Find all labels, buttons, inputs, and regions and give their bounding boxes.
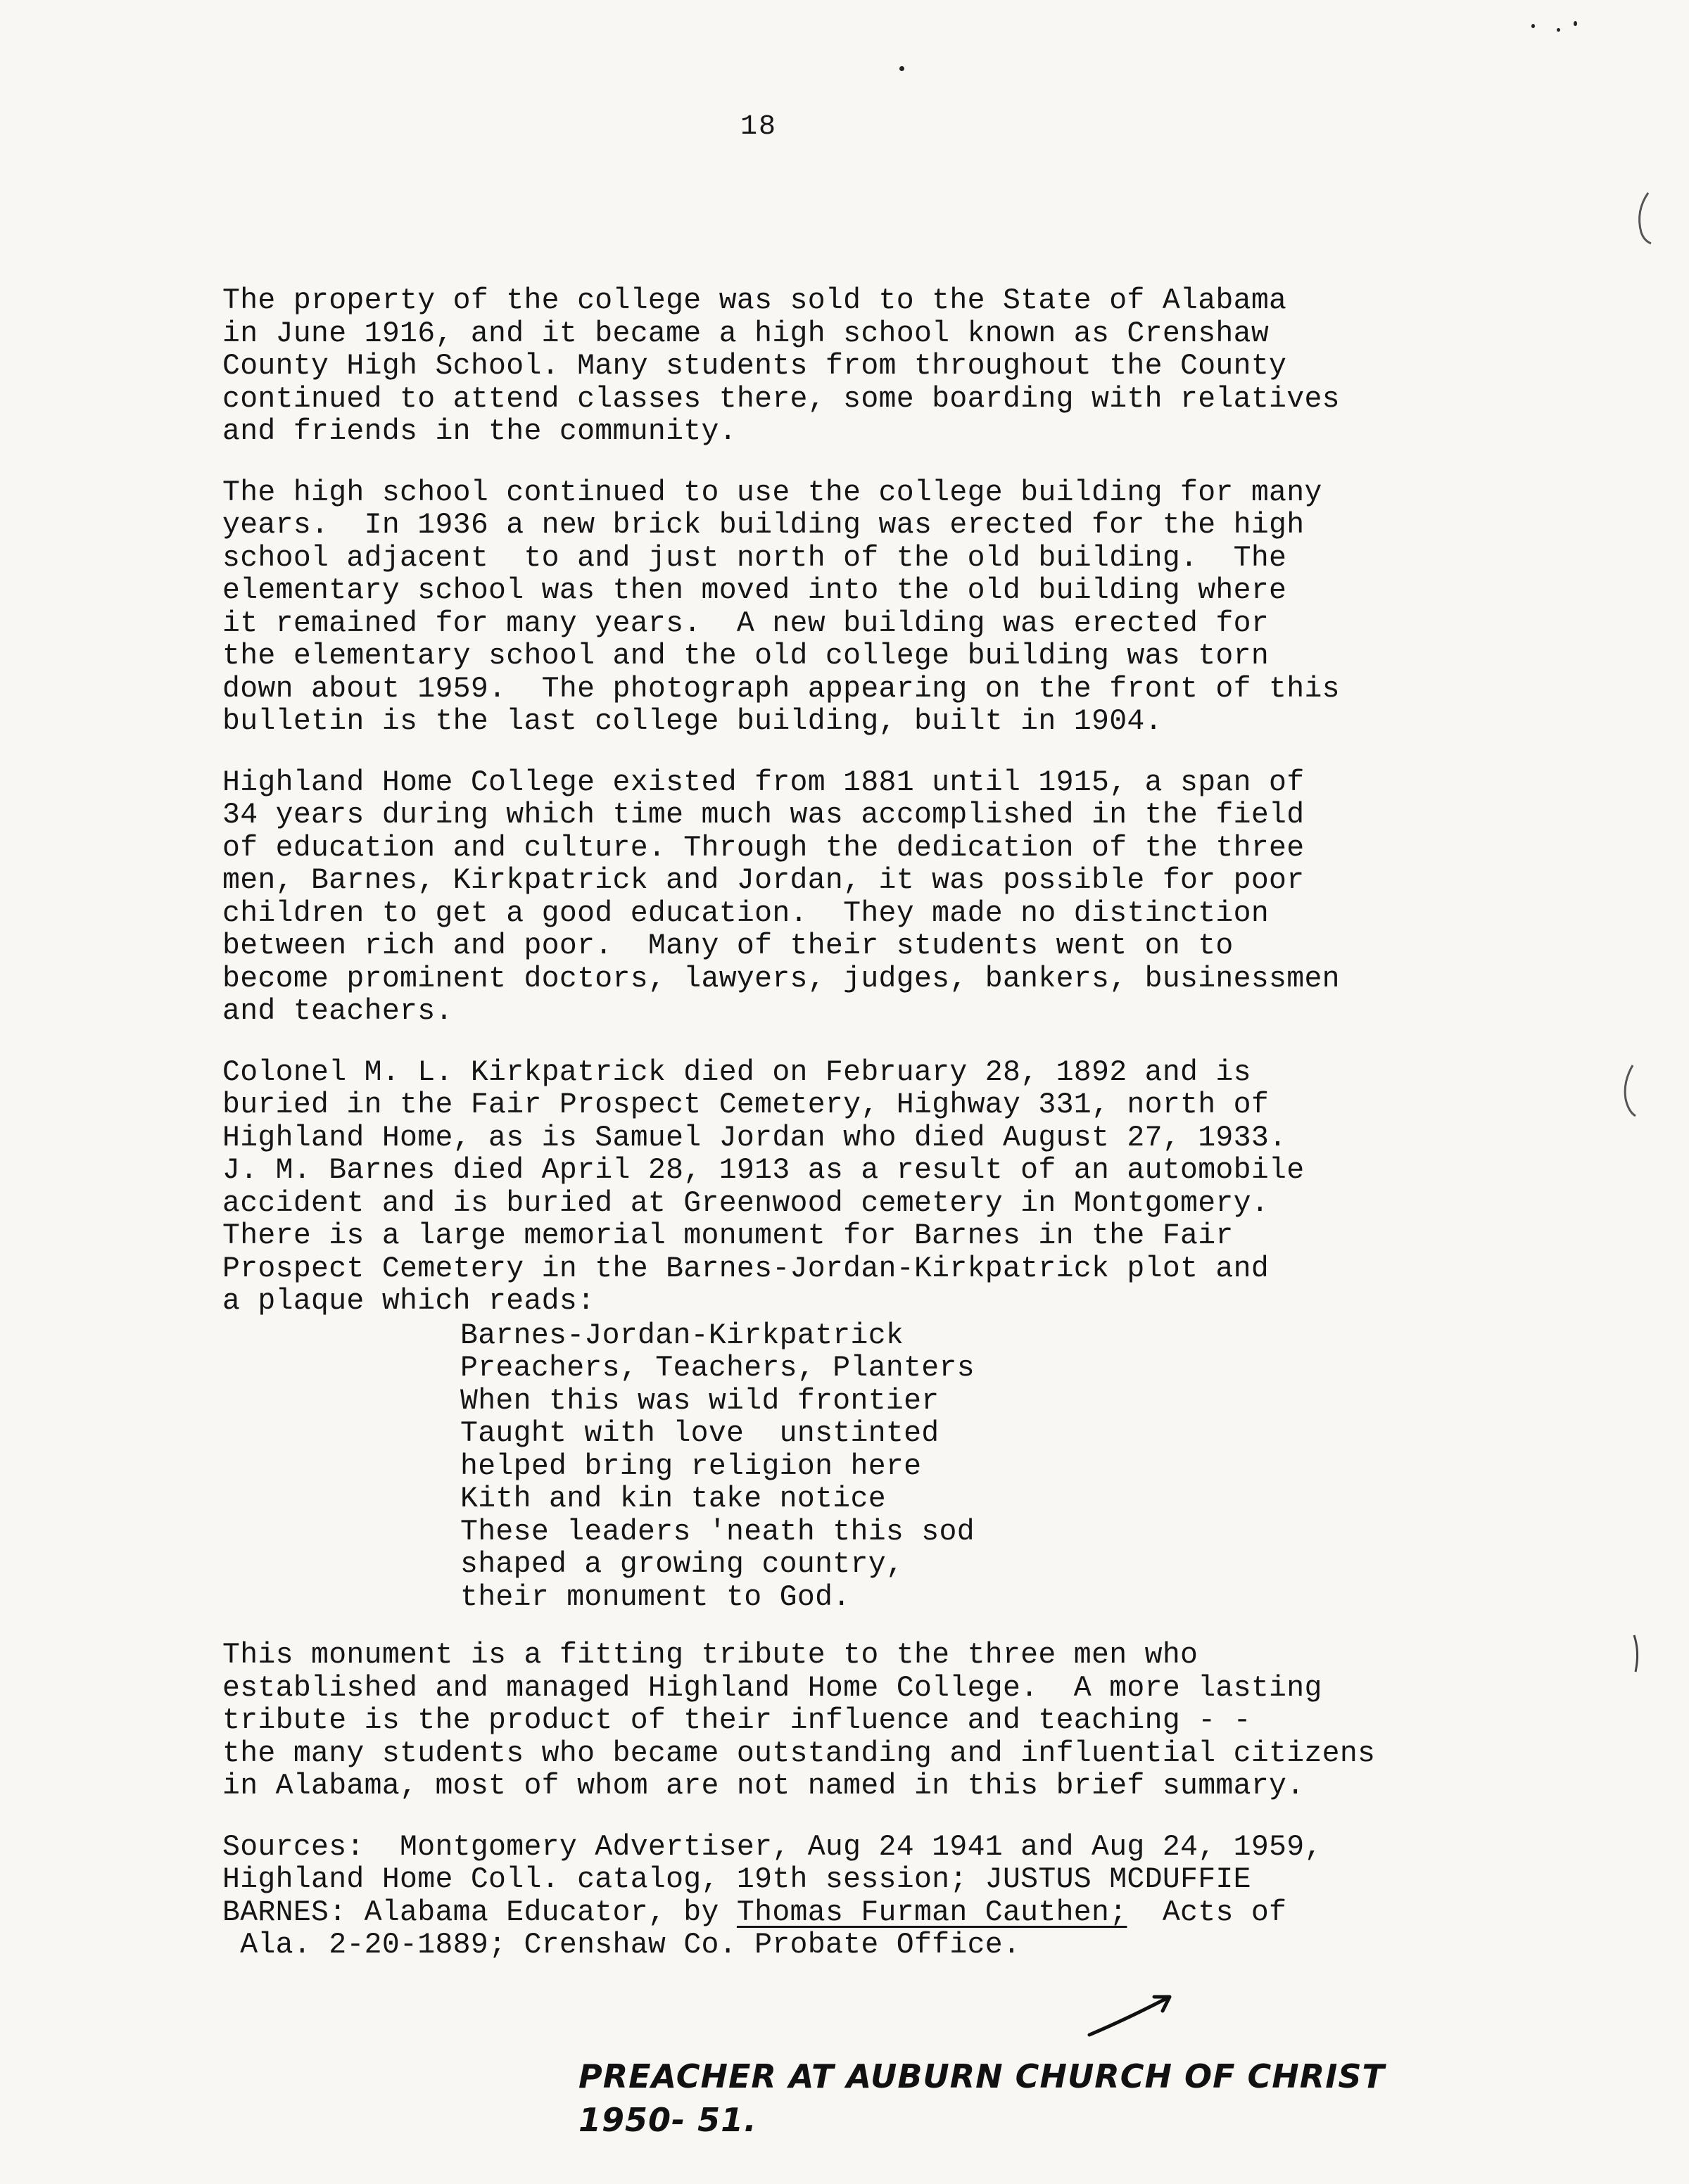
sources-block bbox=[222, 1831, 1545, 1962]
paragraph-college-history: Highland Home College existed from 1881 until 1915, a span of 34 years during which time much was accomplished in the field of education and culture. Through the dedication of the three men, Barnes, Kirkpatrick and Jordan, it was possible for poor children to get a good education. They made no distinction between rich and poor. Many of their students went on to become prominent doctors, lawyers, judges, bankers, businessmen and teachers. bbox=[222, 766, 1340, 1028]
paragraph-founders-burial: Colonel M. L. Kirkpatrick died on February 28, 1892 and is buried in the Fair Prospect Cemetery, Highway 331, north of Highland Home, as is Samuel Jordan who died August 27, 1933. J. M. Barnes died April 28, 1913 as a result of an automobile accident and is buried at Greenwood cemetery in Montgomery. There is a large memorial monument for Barnes in the Fair Prospect Cemetery in the Barnes-Jordan-Kirkpatrick plot and a plaque which reads: bbox=[222, 1055, 1305, 1318]
paragraph-high-school: The high school continued to use the college building for many years. In 1936 a new brick building was erected for the high school adjacent to and just north of the old building. The elementary school was then moved into the old building where it remained for many years. A new building was erected for the elementary school and the old college building was torn down about 1959. The photograph appearing on the front of this bulletin is the last college building, built in 1904. bbox=[222, 476, 1340, 738]
margin-mark-icon bbox=[1633, 190, 1654, 246]
ink-speck bbox=[1531, 24, 1535, 28]
paragraph-college-sold: The property of the college was sold to the State of Alabama in June 1916, and it became a high school known as Crenshaw County High School. Many students from throughout the County continued to attend classes there, some boarding with relatives and friends in the community. bbox=[222, 284, 1340, 448]
sources-line-4: Ala. 2-20-1889; Crenshaw Co. Probate Office. bbox=[222, 1929, 1021, 1962]
plaque-inscription: Barnes-Jordan-Kirkpatrick Preachers, Teachers, Planters When this was wild frontier Taught with love unstinted helped bring religion here Kith and kin take notice These leaders 'neath this sod shaped a growing country, their monument to God. bbox=[460, 1319, 975, 1614]
margin-mark-icon bbox=[1630, 1632, 1644, 1675]
body-text bbox=[222, 285, 1545, 1962]
sources-line-2: Highland Home Coll. catalog, 19th session; JUSTUS MCDUFFIE bbox=[222, 1863, 1251, 1896]
paragraph-closing: This monument is a fitting tribute to the three men who established and managed Highland Home College. A more lasting tribute is the product of their influence and teaching - - the many students who became outstanding and influential citizens in Alabama, most of whom are not named in this brief summary. bbox=[222, 1639, 1376, 1803]
ink-speck bbox=[1574, 21, 1577, 26]
margin-mark-icon bbox=[1619, 1062, 1640, 1119]
handwritten-note: PREACHER AT AUBURN CHURCH OF CHRIST 1950- 51. bbox=[578, 2057, 1385, 2139]
ink-speck bbox=[1557, 28, 1560, 32]
sources-author-underlined: Thomas Furman Cauthen; bbox=[736, 1896, 1127, 1929]
handwritten-arrow-icon bbox=[1084, 1991, 1175, 2040]
ink-speck bbox=[899, 66, 904, 71]
page-number: 18 bbox=[740, 111, 778, 143]
sources-line-3-prefix: BARNES: Alabama Educator, by bbox=[222, 1896, 737, 1929]
sources-line-1: Sources: Montgomery Advertiser, Aug 24 1941 and Aug 24, 1959, bbox=[222, 1830, 1322, 1864]
sources-line-3-suffix: Acts of bbox=[1127, 1896, 1287, 1929]
